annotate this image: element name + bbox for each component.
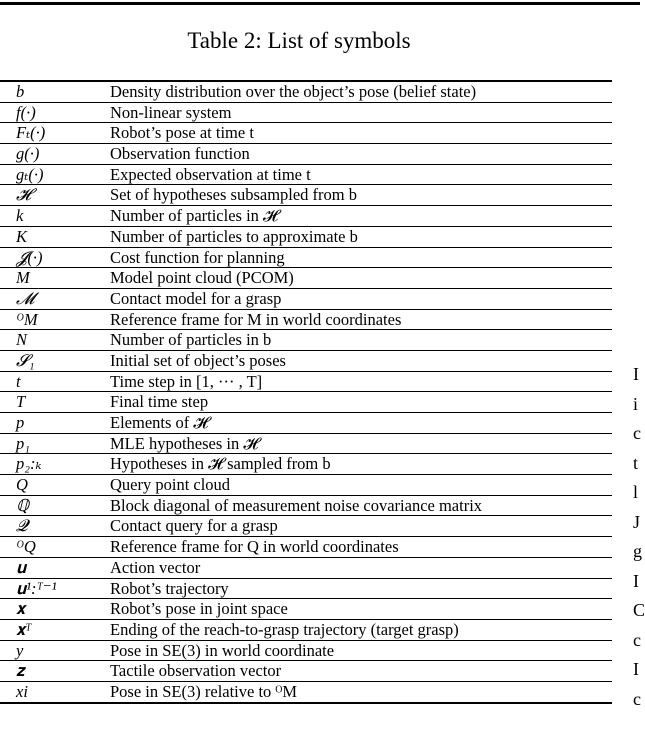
table-row [0, 434, 612, 455]
symbol-cell: ᴼM [16, 309, 38, 329]
symbol-cell: 𝓢₁ [16, 350, 35, 370]
description-cell: Block diagonal of measurement noise covariance matrix [110, 495, 483, 515]
symbol-cell: M [16, 268, 30, 288]
symbol-cell: f(·) [16, 102, 36, 122]
symbol-cell: p₂:ₖ [16, 454, 42, 474]
table-row [0, 351, 612, 372]
symbol-cell: 𝐱 [16, 599, 26, 619]
table-row [0, 537, 612, 558]
symbol-cell: N [16, 330, 28, 350]
description-cell: Non-linear system [110, 102, 232, 122]
symbol-cell: Q [16, 475, 28, 495]
symbol-cell: 𝐱ᵀ [16, 619, 32, 639]
table-row [0, 558, 612, 579]
cropped-text-fragment: c [633, 688, 641, 709]
symbol-cell: Fₜ(·) [16, 123, 46, 143]
symbol-cell: p [16, 413, 25, 432]
cropped-text-fragment: I [633, 570, 639, 591]
symbol-cell: k [16, 206, 24, 226]
table-row [0, 185, 612, 206]
description-cell: Elements of 𝓗 [110, 413, 209, 432]
table-row [0, 496, 612, 517]
description-cell: Number of particles in 𝓗 [110, 206, 278, 226]
description-cell: Expected observation at time t [110, 164, 311, 184]
symbol-cell: p₁ [16, 433, 30, 453]
description-cell: MLE hypotheses in 𝓗 [110, 433, 259, 453]
table-row [0, 123, 612, 144]
cropped-text-fragment: l [633, 482, 639, 502]
description-cell: Hypotheses in 𝓗 sampled from b [110, 454, 331, 474]
description-cell: Reference frame for Q in world coordinates [110, 537, 399, 557]
table-row [0, 620, 612, 641]
symbol-cell: t [16, 371, 21, 391]
description-cell: Robot’s trajectory [110, 578, 229, 598]
description-cell: Observation function [110, 144, 250, 164]
description-cell: Number of particles in b [110, 330, 272, 350]
symbol-cell: gₜ(·) [16, 164, 44, 184]
table-row [0, 392, 612, 413]
symbol-cell: 𝓠 [16, 516, 28, 536]
description-cell: Model point cloud (PCOM) [110, 268, 294, 288]
description-cell: Cost function for planning [110, 247, 285, 267]
description-cell: Reference frame for M in world coordinates [110, 309, 402, 329]
page-top-rule [0, 2, 640, 5]
table-row [0, 248, 612, 269]
symbol-cell: T [16, 392, 26, 412]
description-cell: Number of particles to approximate b [110, 226, 358, 246]
symbol-cell: ℚ [16, 495, 29, 515]
table-row [0, 372, 612, 393]
description-cell: Density distribution over the object’s pose (belief state) [110, 82, 477, 101]
table-caption: Table 2: List of symbols [187, 28, 411, 53]
description-cell: Action vector [110, 557, 201, 577]
description-cell: Time step in [1, ··· , T] [110, 371, 263, 391]
table-row [0, 330, 612, 351]
description-cell: Contact model for a grasp [110, 288, 282, 308]
symbol-cell: 𝐳 [16, 661, 25, 681]
cropped-text-fragment: I [633, 364, 639, 384]
table-row [0, 475, 612, 496]
symbol-cell: 𝓜 [16, 288, 35, 308]
table-row [0, 682, 612, 704]
table-row [0, 516, 612, 537]
symbol-cell: ᴼQ [16, 537, 36, 557]
symbol-cell: 𝓙(·) [16, 247, 43, 267]
table-row [0, 144, 612, 165]
symbol-cell: 𝓗 [16, 185, 31, 205]
table-row [0, 82, 612, 103]
description-cell: Query point cloud [110, 475, 231, 495]
description-cell: Set of hypotheses subsampled from b [110, 185, 358, 205]
cropped-text-fragment: I [633, 659, 639, 679]
table-row [0, 289, 612, 310]
table-row [0, 413, 612, 434]
table-row [0, 206, 612, 227]
symbol-cell: 𝐮 [16, 557, 27, 577]
description-cell: Pose in SE(3) relative to ᴼM [110, 681, 297, 701]
symbol-cell: y [16, 640, 24, 660]
table-row [0, 227, 612, 248]
cropped-text-fragment: i [633, 393, 639, 414]
symbol-cell: 𝐮¹:ᵀ⁻¹ [16, 578, 57, 598]
description-cell: Final time step [110, 392, 209, 412]
symbol-cell: K [16, 226, 28, 246]
table-row [0, 103, 612, 124]
cropped-text-fragment: g [633, 541, 642, 561]
symbol-cell: g(·) [16, 144, 40, 164]
description-cell: Initial set of object’s poses [110, 350, 286, 370]
cropped-text-fragment: t [633, 452, 639, 473]
symbols-table [0, 80, 612, 704]
cropped-text-fragment: c [633, 629, 641, 650]
symbol-cell: b [16, 82, 25, 101]
cropped-text-fragment: J [633, 511, 641, 532]
description-cell: Pose in SE(3) in world coordinate [110, 640, 335, 660]
symbol-cell: xi [16, 681, 28, 701]
description-cell: Robot’s pose at time t [110, 123, 254, 143]
table-row [0, 641, 612, 662]
table-row [0, 661, 612, 682]
description-cell: Contact query for a grasp [110, 516, 278, 536]
description-cell: Tactile observation vector [110, 661, 282, 681]
table-row [0, 454, 612, 475]
cropped-text-fragment: c [633, 423, 641, 443]
description-cell: Ending of the reach-to-grasp trajectory (target grasp) [110, 619, 459, 639]
table-row [0, 268, 612, 289]
table-row [0, 579, 612, 600]
table-row [0, 599, 612, 620]
table-row [0, 310, 612, 331]
cropped-text-fragment: C [633, 600, 645, 620]
description-cell: Robot’s pose in joint space [110, 599, 288, 619]
table-row [0, 165, 612, 186]
cropped-adjacent-column [633, 360, 643, 714]
